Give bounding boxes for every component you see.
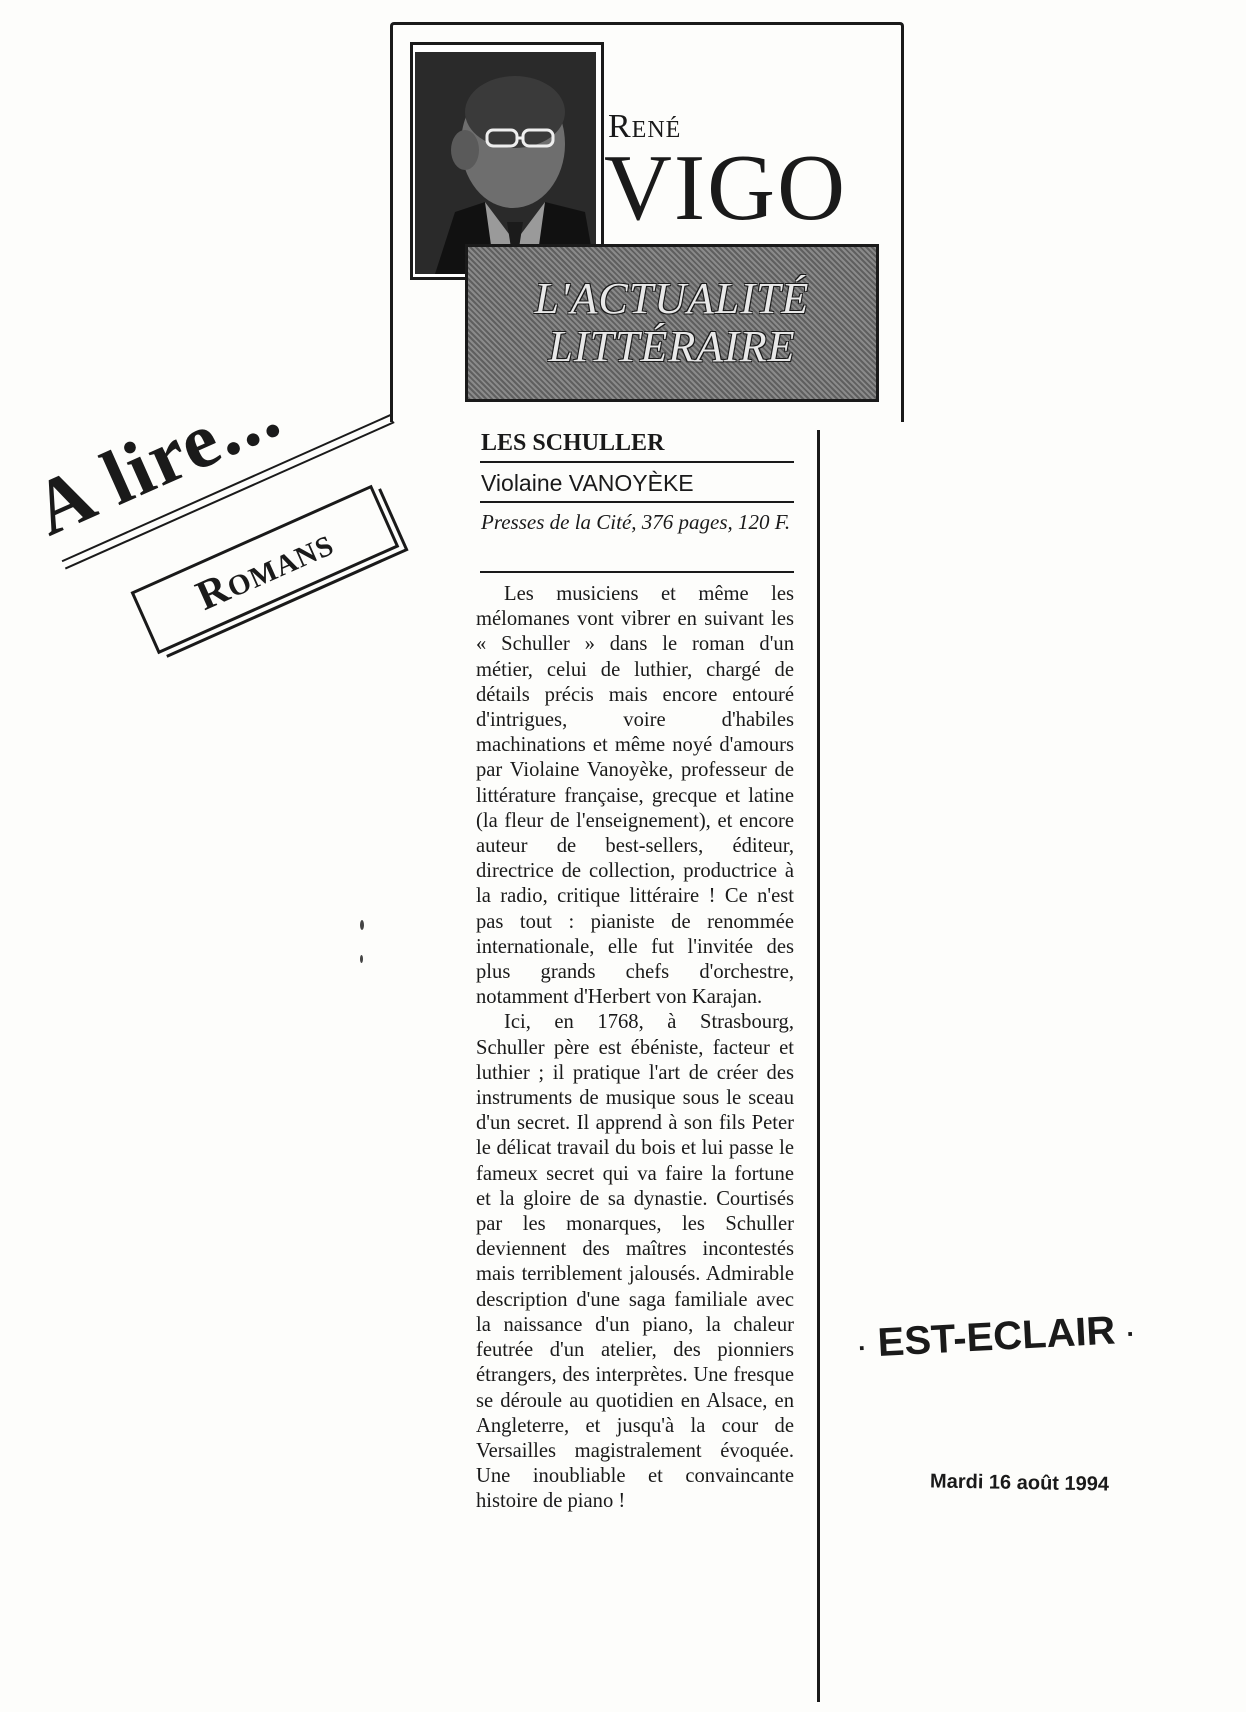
article-body bbox=[476, 582, 794, 1515]
column-title-line2: LITTÉRAIRE bbox=[548, 322, 796, 371]
column-divider bbox=[817, 430, 820, 1702]
columnist-last-name: VIGO bbox=[604, 136, 847, 240]
section-label: A lire... bbox=[20, 367, 293, 553]
book-title: LES SCHULLER bbox=[481, 430, 665, 456]
category-label: Romans bbox=[131, 485, 400, 654]
author-photo bbox=[415, 52, 596, 274]
columnist-first-name: René bbox=[608, 108, 682, 145]
article-paragraph: Ici, en 1768, à Strasbourg, Schuller père est ébéniste, facteur et luthier ; il pratique l'art de créer des instruments de musique sous le sceau d'un secret. Il apprend à son fils Peter le délicat travail du bois et lui passe le fameux secret qui va faire la fortune et la gloire de sa dynastie. Courtisés par les monarques, les Schuller deviennent des maîtres incontestés mais terriblement jalousés. Admirable description d'une saga familiale avec la naissance d'un piano, la chaleur feutrée d'un atelier, des pionniers étrangers, des interprètes. Une fresque se déroule au quotidien en Alsace, en Angleterre, et jusqu'à la cour de Versailles magistralement évoquée. Une inoubliable et convaincante histoire de piano ! bbox=[476, 1011, 794, 1513]
publication-date: Mardi 16 août 1994 bbox=[929, 1470, 1110, 1496]
speck bbox=[360, 955, 363, 963]
author-rule bbox=[480, 501, 794, 503]
column-title-banner bbox=[465, 244, 879, 402]
bullet-icon: · bbox=[857, 1332, 868, 1363]
publication-name bbox=[857, 1308, 1136, 1367]
bullet-icon: · bbox=[1125, 1318, 1136, 1349]
speck bbox=[360, 920, 364, 930]
column-title-line1: L'ACTUALITÉ bbox=[534, 274, 810, 323]
book-author: Violaine VANOYÈKE bbox=[481, 470, 694, 496]
title-rule bbox=[480, 461, 794, 463]
article-paragraph: Les musiciens et même les mélomanes vont vibrer en suivant les « Schuller » dans le roman d'un métier, celui de luthier, chargé de détails précis mais encore entouré d'intrigues, voire d'habiles machinations et même noyé d'amours par Violaine Vanoyèke, professeur de littérature française, grecque et latine (la fleur de l'enseignement), et encore auteur de best-sellers, éditeur, directrice de collection, productrice à la radio, critique littéraire ! Ce n'est pas tout : pianiste de renommée internationale, elle fut l'invitée des plus grands chefs d'orchestre, notamment d'Herbert von Karajan. bbox=[476, 583, 794, 1009]
publisher-info: Presses de la Cité, 376 pages, 120 F. bbox=[481, 510, 791, 534]
meta-rule bbox=[480, 571, 794, 573]
publication-name-text: EST-ECLAIR bbox=[876, 1308, 1117, 1365]
